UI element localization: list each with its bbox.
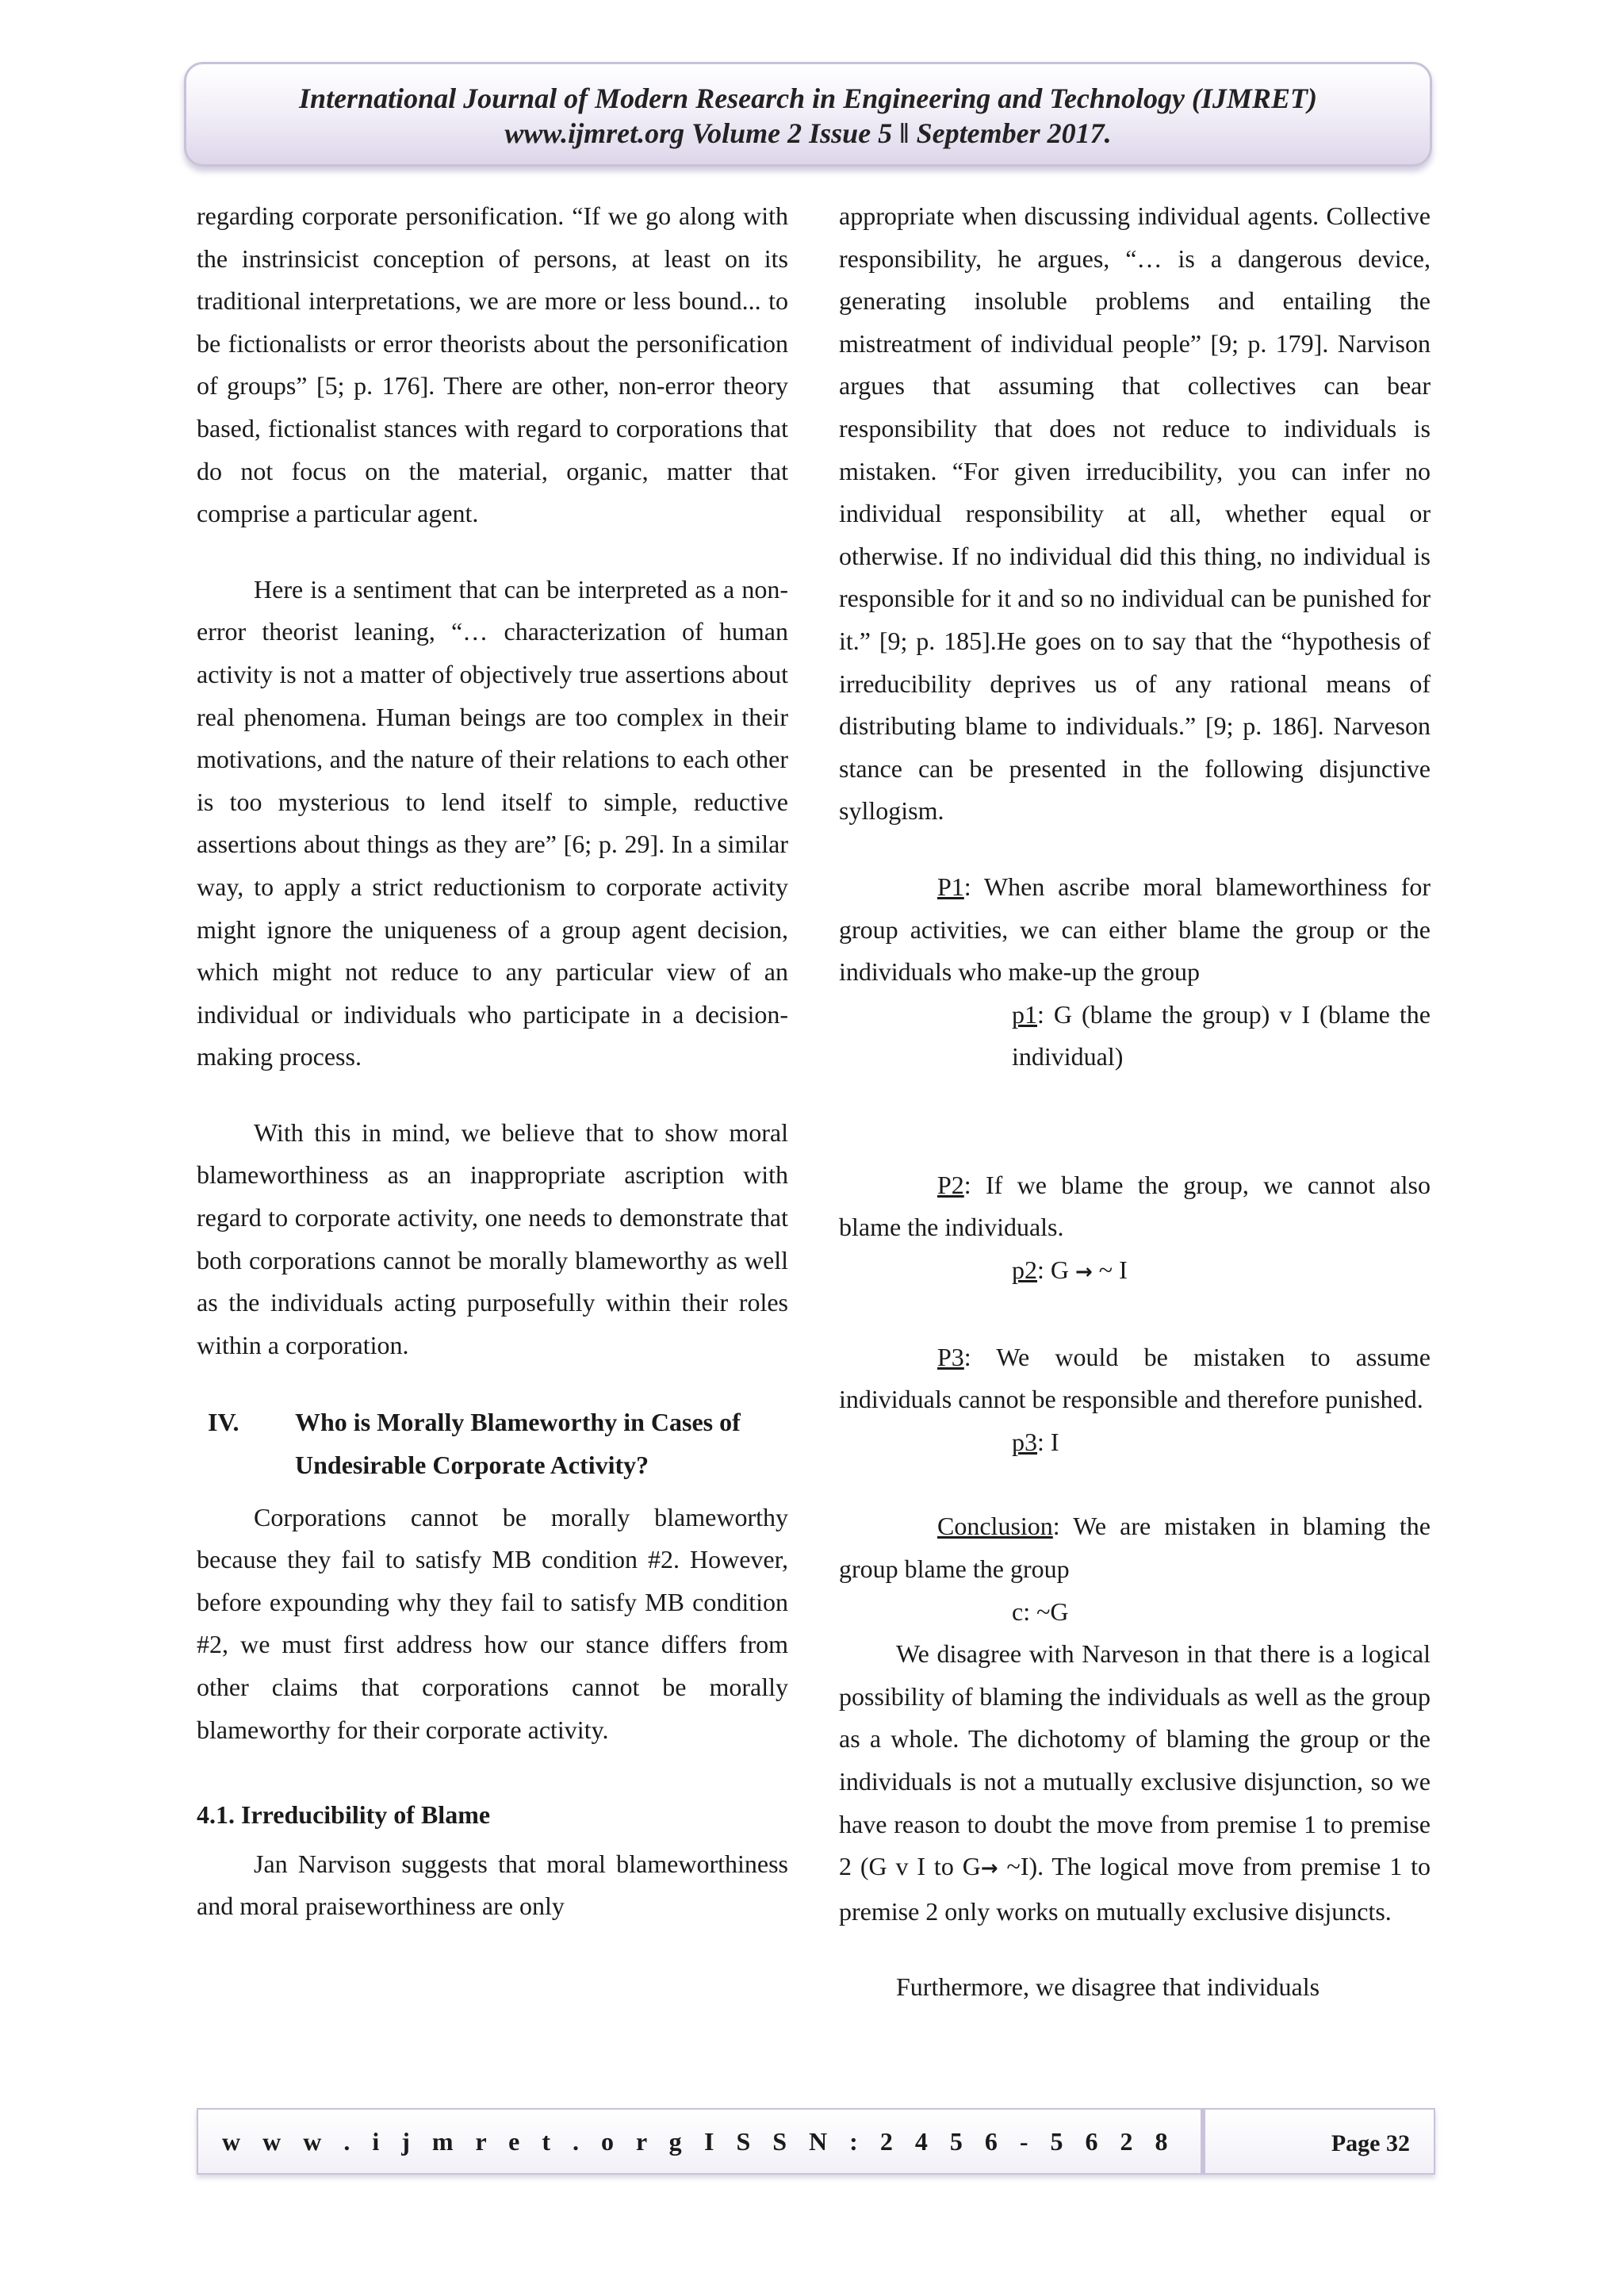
spacer <box>839 1294 1431 1336</box>
paragraph: With this in mind, we believe that to show moral blameworthiness as an inappropriate ascription with regard to corporate activity, one needs to demonstrate that both corporations cannot be morally blameworthy as well as the individuals acting purposefully within their roles within a corporation. <box>197 1117 788 1359</box>
arrow-icon: → <box>980 1857 998 1881</box>
journal-title: International Journal of Modern Research in Engineering and Technology (IJMRET) <box>299 82 1317 114</box>
paragraph: Furthermore, we disagree that individuals <box>896 1972 1320 2002</box>
footer-issn: I S S N : 2 4 5 6 - 5 6 2 8 <box>704 2127 1176 2156</box>
section-heading <box>197 1401 788 1486</box>
paragraph: Corporations cannot be morally blameworthy because they fail to satisfy MB condition #2. However, before expounding why they fail to satisfy MB condition #2, we must first address how our stance differs from other claims that corporations cannot be morally blameworthy for their corporate activity. <box>197 1502 788 1744</box>
footer-divider <box>1201 2110 1205 2173</box>
premise-p1: p1: G (blame the group) v I (blame the individual) <box>1012 999 1431 1071</box>
paragraph: appropriate when discussing individual agents. Collective responsibility, he argues, “… is a dangerous device, generating insoluble problems and entailing the mistreatment of individual people” [9; p. 179]. Narvison argues that assuming that collectives can bear responsibility that does not reduce to individuals is mistaken. “For given irreducibility, you can infer no individual responsibility at all, whether equal or otherwise. If no individual did this thing, no individual is responsible for it and so no individual can be punished for it.” [9; p. 185].He goes on to say that the “hypothesis of irreducibility deprives us of any rational means of distributing blame to individuals.” [9; p. 186]. Narveson stance can be presented in the following disjunctive syllogism. <box>839 201 1431 826</box>
page-footer <box>197 2108 1435 2175</box>
footer-url: w w w . i j m r e t . o r g <box>222 2127 690 2156</box>
premise-p2: p2: G → ~ I <box>1012 1255 1128 1285</box>
section-number: IV. <box>208 1408 239 1437</box>
section-title: Who is Morally Blameworthy in Cases of Undesirable Corporate Activity? <box>295 1408 741 1480</box>
left-column <box>197 195 788 1928</box>
paragraph: regarding corporate personification. “If we go along with the instrinsicist conception of persons, at least on its traditional interpretations, we are more or less bound... to be fictionalists or error theorists about the personification of groups” [5; p. 176]. There are other, non-error theory based, fictionalist stances with regard to corporations that do not focus on the material, organic, matter that comprise a particular agent. <box>197 201 788 528</box>
journal-header <box>184 62 1432 167</box>
journal-issue-line: www.ijmret.org Volume 2 Issue 5 ǁ September 2017. <box>504 117 1112 149</box>
paragraph: Here is a sentiment that can be interpreted as a non-error theorist leaning, “… characterization of human activity is not a matter of objectively true assertions about real phenomena. Human beings are too complex in their motivations, and the nature of their relations to each other is too mysterious to lend itself to simple, reductive assertions about things as they are” [6; p. 29]. In a similar way, to apply a strict reductionism to corporate activity might ignore the uniqueness of a group agent decision, which might not reduce to any particular view of an individual or individuals who participate in a decision-making process. <box>197 574 788 1071</box>
page-number: Page 32 <box>1331 2130 1410 2156</box>
premise-P3: P3: We would be mistaken to assume individuals cannot be responsible and therefore punished. <box>839 1342 1431 1414</box>
spacer <box>839 1079 1431 1164</box>
premise-P2: P2: If we blame the group, we cannot also blame the individuals. <box>839 1170 1431 1242</box>
subsection-heading: 4.1. Irreducibility of Blame <box>197 1800 491 1830</box>
paragraph: We disagree with Narveson in that there is a logical possibility of blaming the individuals as well as the group as a whole. The dichotomy of blaming the group or the individuals is not a mutually exclusive disjunction, so we have reason to doubt the move from premise 1 to premise 2 (G v I to G→ ~I). The logical move from premise 1 to premise 2 only works on mutually exclusive disjuncts. <box>839 1639 1431 1926</box>
conclusion-formula: c: ~G <box>1012 1596 1069 1626</box>
right-column <box>839 195 1431 2009</box>
conclusion: Conclusion: We are mistaken in blaming the group blame the group <box>839 1512 1431 1584</box>
paragraph: Jan Narvison suggests that moral blameworthiness and moral praiseworthiness are only <box>197 1849 788 1921</box>
premise-p3: p3: I <box>1012 1427 1059 1456</box>
premise-P1: P1: When ascribe moral blameworthiness for group activities, we can either blame the group or the individuals who make-up the group <box>839 872 1431 987</box>
arrow-icon: → <box>1075 1260 1093 1285</box>
spacer <box>839 1463 1431 1505</box>
